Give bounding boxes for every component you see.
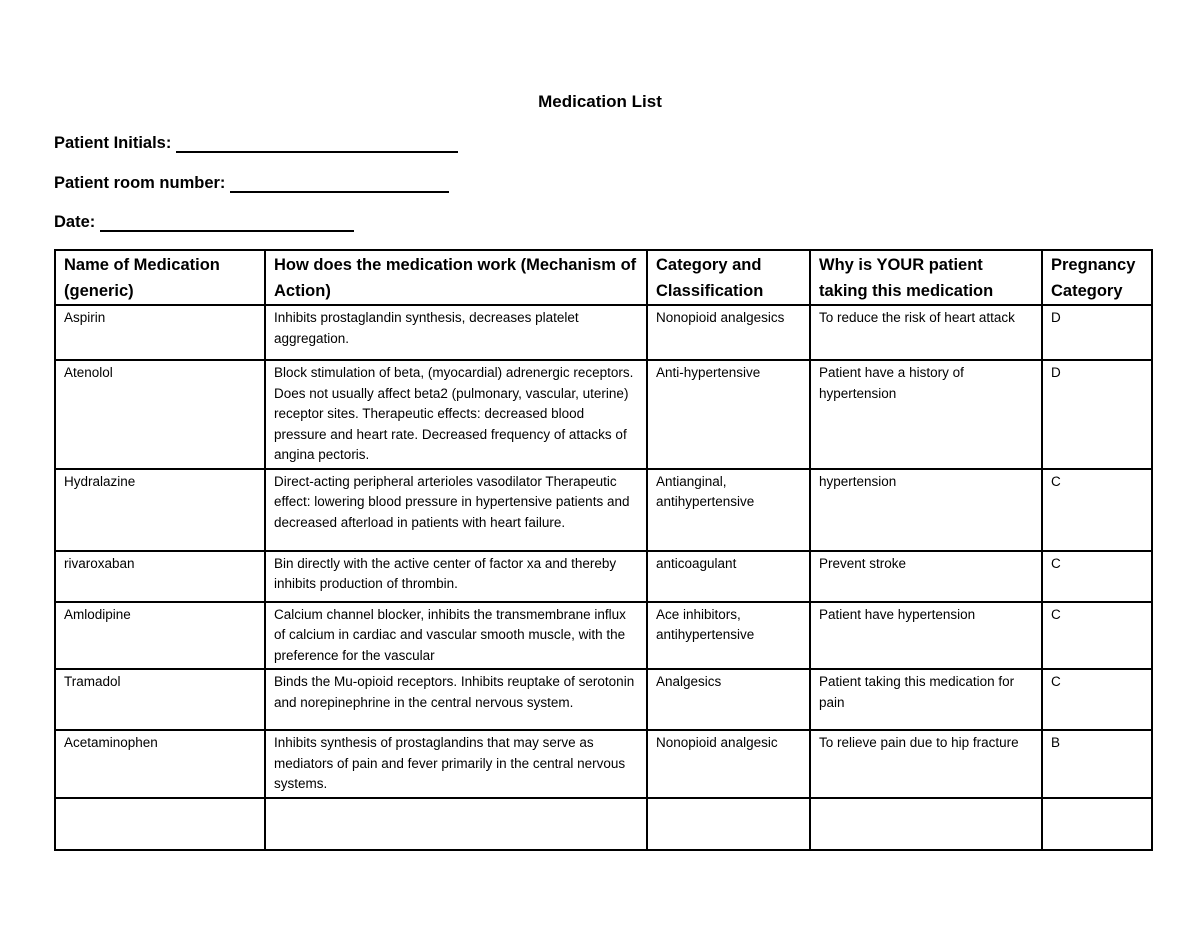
patient-room-blank <box>230 175 449 193</box>
header-mechanism: How does the medication work (Mechanism of Action) <box>265 250 647 305</box>
table-row <box>55 798 1152 850</box>
cell-reason: hypertension <box>810 469 1042 551</box>
cell-mechanism: Inhibits synthesis of prostaglandins that may serve as mediators of pain and fever primarily in the central nervous systems. <box>265 730 647 798</box>
cell-category: anticoagulant <box>647 551 810 602</box>
cell-category: Nonopioid analgesic <box>647 730 810 798</box>
date-field <box>54 213 354 232</box>
cell-reason: Patient have hypertension <box>810 602 1042 670</box>
table-row <box>55 305 1152 360</box>
patient-initials-blank <box>176 135 458 153</box>
cell-category <box>647 798 810 850</box>
date-label: Date: <box>54 213 96 231</box>
header-name: Name of Medication (generic) <box>55 250 265 305</box>
cell-name: Atenolol <box>55 360 265 469</box>
table-row <box>55 469 1152 551</box>
cell-category: Analgesics <box>647 669 810 730</box>
cell-name: rivaroxaban <box>55 551 265 602</box>
table-row <box>55 669 1152 730</box>
cell-mechanism: Direct-acting peripheral arterioles vasodilator Therapeutic effect: lowering blood pressure in hypertensive patients and decreased afterload in patients with heart failure. <box>265 469 647 551</box>
cell-reason: Patient have a history of hypertension <box>810 360 1042 469</box>
patient-room-label: Patient room number: <box>54 174 226 192</box>
cell-pregnancy: C <box>1042 669 1152 730</box>
cell-name: Amlodipine <box>55 602 265 670</box>
cell-name: Aspirin <box>55 305 265 360</box>
document-title: Medication List <box>538 92 662 111</box>
medication-table <box>54 249 1153 851</box>
table-row <box>55 360 1152 469</box>
table-row <box>55 730 1152 798</box>
patient-room-field <box>54 174 449 193</box>
cell-category: Ace inhibitors, antihypertensive <box>647 602 810 670</box>
cell-name: Acetaminophen <box>55 730 265 798</box>
header-pregnancy: Pregnancy Category <box>1042 250 1152 305</box>
date-blank <box>100 214 354 232</box>
patient-initials-label: Patient Initials: <box>54 134 172 152</box>
cell-mechanism: Binds the Mu-opioid receptors. Inhibits reuptake of serotonin and norepinephrine in the central nervous system. <box>265 669 647 730</box>
cell-pregnancy: B <box>1042 730 1152 798</box>
cell-name: Hydralazine <box>55 469 265 551</box>
cell-category: Antianginal, antihypertensive <box>647 469 810 551</box>
cell-pregnancy: C <box>1042 469 1152 551</box>
table-header-row <box>55 250 1152 305</box>
cell-pregnancy <box>1042 798 1152 850</box>
table-row <box>55 551 1152 602</box>
cell-mechanism: Inhibits prostaglandin synthesis, decreases platelet aggregation. <box>265 305 647 360</box>
cell-name: Tramadol <box>55 669 265 730</box>
cell-name <box>55 798 265 850</box>
cell-reason: To reduce the risk of heart attack <box>810 305 1042 360</box>
cell-reason: Prevent stroke <box>810 551 1042 602</box>
header-reason: Why is YOUR patient taking this medication <box>810 250 1042 305</box>
cell-reason: To relieve pain due to hip fracture <box>810 730 1042 798</box>
patient-initials-field <box>54 134 458 153</box>
cell-mechanism <box>265 798 647 850</box>
cell-mechanism: Calcium channel blocker, inhibits the transmembrane influx of calcium in cardiac and vascular smooth muscle, with the preference for the vascular <box>265 602 647 670</box>
cell-pregnancy: C <box>1042 602 1152 670</box>
cell-pregnancy: D <box>1042 305 1152 360</box>
cell-category: Anti-hypertensive <box>647 360 810 469</box>
cell-category: Nonopioid analgesics <box>647 305 810 360</box>
cell-pregnancy: D <box>1042 360 1152 469</box>
cell-mechanism: Block stimulation of beta, (myocardial) adrenergic receptors. Does not usually affect beta2 (pulmonary, vascular, uterine) receptor sites. Therapeutic effects: decreased blood pressure and heart rate. Decreased frequency of attacks of angina pectoris. <box>265 360 647 469</box>
table-row <box>55 602 1152 670</box>
cell-reason <box>810 798 1042 850</box>
header-category: Category and Classification <box>647 250 810 305</box>
cell-mechanism: Bin directly with the active center of factor xa and thereby inhibits production of thrombin. <box>265 551 647 602</box>
cell-reason: Patient taking this medication for pain <box>810 669 1042 730</box>
cell-pregnancy: C <box>1042 551 1152 602</box>
